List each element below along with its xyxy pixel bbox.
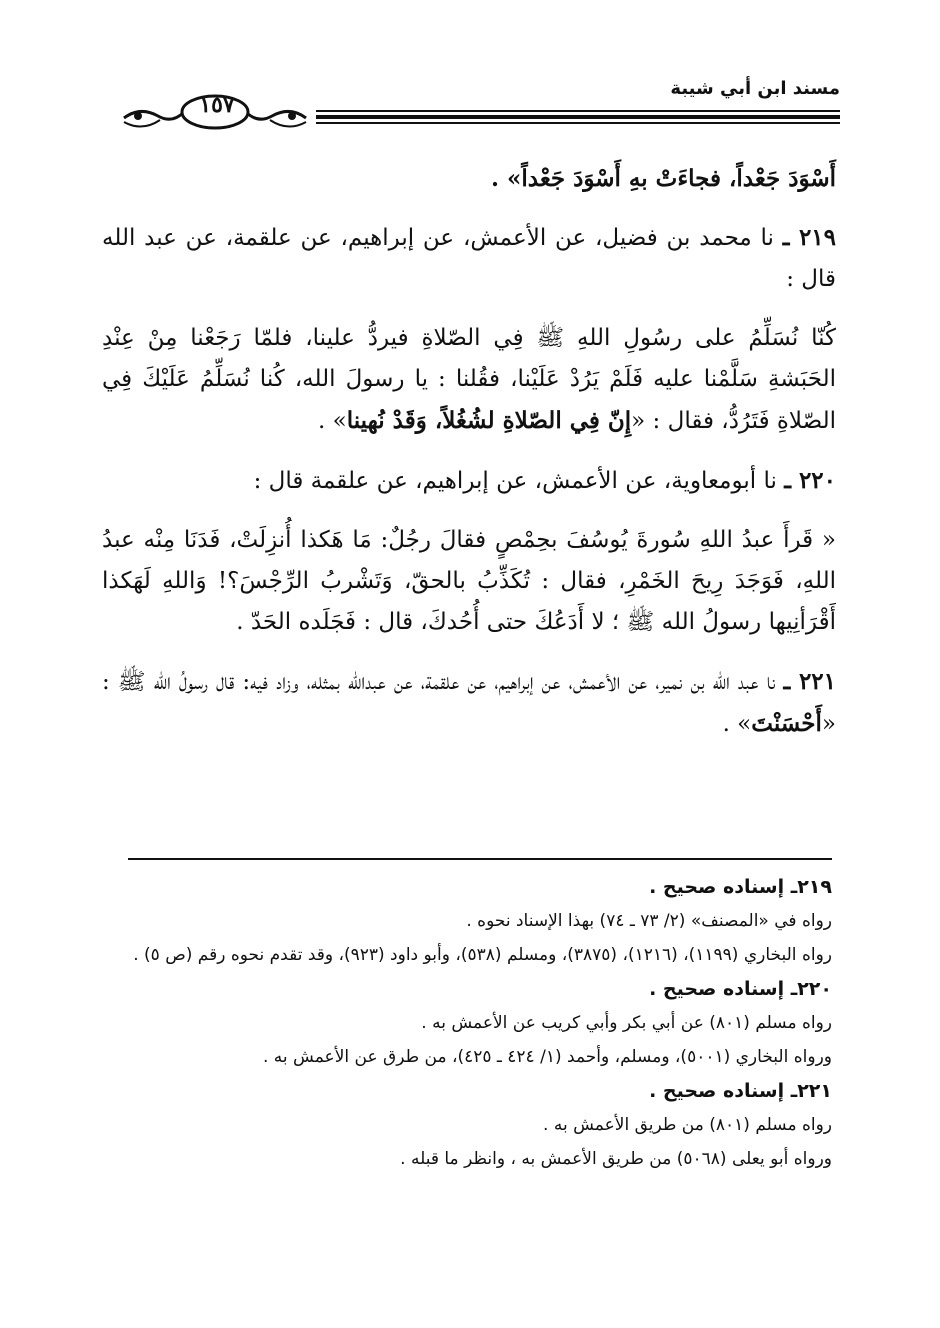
page-number: ١٥٧ xyxy=(199,92,235,118)
hadith-221 xyxy=(102,661,836,745)
main-text xyxy=(102,158,836,763)
hadith-number: ٢١٩ ـ xyxy=(782,224,836,251)
note-line: ورواه البخاري (٥٠٠١)، ومسلم، وأحمد (١/ ٤٢٤ ـ ٤٢٥)، من طرق عن الأعمش به . xyxy=(263,1047,832,1067)
page-header xyxy=(120,70,840,140)
note-line: ورواه أبو يعلى (٥٠٦٨) من طريق الأعمش به ، وانظر ما قبله . xyxy=(400,1149,832,1169)
matn-end: » . xyxy=(722,711,752,737)
footnotes xyxy=(128,870,832,1176)
hadith-number: ٢٢١ ـ xyxy=(783,668,837,695)
note-title: ٢٢٠ـ إسناده صحيح . xyxy=(649,978,832,1000)
note-line: رواه مسلم (٨٠١) من طريق الأعمش به . xyxy=(543,1115,832,1135)
note-title: ٢١٩ـ إسناده صحيح . xyxy=(649,876,832,898)
isnad-text: نا محمد بن فضيل، عن الأعمش، عن إبراهيم، عن علقمة، عن عبد الله قال : xyxy=(102,225,836,292)
running-title: مسند ابن أبي شيبة xyxy=(670,78,840,99)
note-line: رواه في «المصنف» (٢/ ٧٣ ـ ٧٤) بهذا الإسناد نحوه . xyxy=(466,911,832,931)
hadith-219-matn xyxy=(102,318,836,442)
note-line: رواه البخاري (١١٩٩)، (١٢١٦)، (٣٨٧٥)، ومسلم (٥٣٨)، وأبو داود (٩٢٣)، وقد تقدم نحوه رقم (ص ٥) . xyxy=(133,945,832,965)
matn-end: » . xyxy=(318,408,347,434)
matn-bold-quote: إِنّ فِي الصّلاةِ لشُغُلاً، وَقَدْ نُهينا xyxy=(346,407,632,434)
note-title: ٢٢١ـ إسناده صحيح . xyxy=(649,1080,832,1102)
hadith-220-isnad xyxy=(102,460,836,502)
note-line: رواه مسلم (٨٠١) عن أبي بكر وأبي كريب عن الأعمش به . xyxy=(421,1013,832,1033)
matn-text: كُنّا نُسَلِّمُ على رسُولِ اللهِ ﷺ فِي الصّلاةِ فيردُّ علينا، فلمّا رَجَعْنا مِنْ عِنْدِ الحَبَشةِ سَلَّمْنا عليه فَلَمْ يَرُدْ عَلَيْنا، فقُلنا : يا رسولَ الله، كُنا نُسَلِّمُ عَلَيْكَ فِي الصّلاةِ فَتَرُدُّ، فقال : « xyxy=(102,325,836,434)
isnad-text: نا أبومعاوية، عن الأعمش، عن إبراهيم، عن علقمة قال : xyxy=(253,468,777,494)
hadith-220-matn: « قَرأَ عبدُ اللهِ سُورةَ يُوسُفَ بحِمْصٍ فقالَ رجُلٌ: مَا هَكذا أُنزِلَتْ، فَدَنَا مِنْه عبدُ اللهِ، فَوَجَدَ رِيحَ الخَمْرِ، فقال : تُكَذِّبُ بالحقّ، وَتَشْربُ الرِّجْسَ؟! وَاللهِ لَهَكذا أَقْرَأنِيها رسولُ الله ﷺ ؛ لا أَدَعُكَ حتى أُحُدكَ، قال : فَجَلَده الحَدّ . xyxy=(102,527,836,635)
hadith-number: ٢٢٠ ـ xyxy=(784,467,836,494)
isnad-text: نا عبد الله بن نمير، عن الأعمش، عن إبراهيم، عن علقمة، عن عبدالله بمثله، وزاد فيه: قال رسولُ الله ﷺ : « xyxy=(102,669,836,737)
matn-bold-quote: أَحْسَنْتَ xyxy=(751,710,822,737)
continuation-text: أَسْوَدَ جَعْداً، فجاءَتْ بهِ أَسْوَدَ جَعْداً» . xyxy=(490,165,836,192)
hadith-219-isnad xyxy=(102,217,836,300)
footnote-divider xyxy=(128,858,832,860)
header-rule xyxy=(316,110,840,127)
